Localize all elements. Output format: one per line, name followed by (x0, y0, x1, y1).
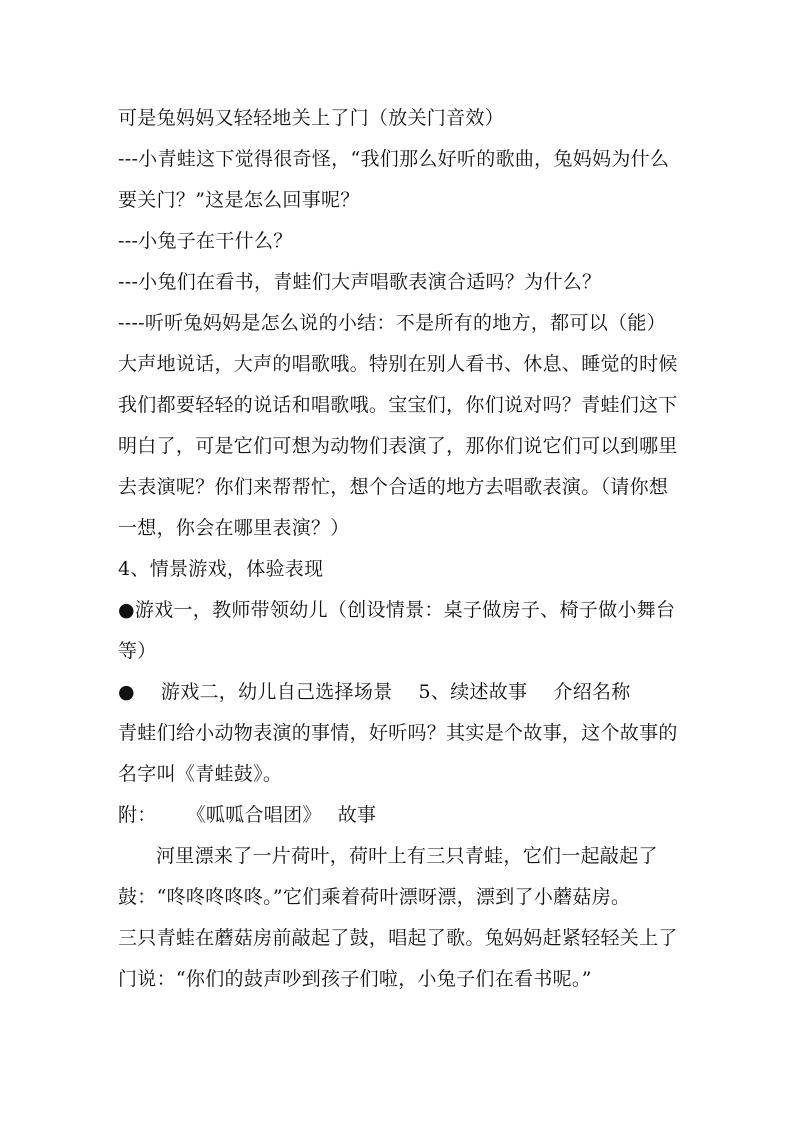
introduce-name-text: 介绍名称 (553, 681, 631, 703)
appendix-line (118, 795, 678, 836)
document-body (118, 98, 678, 1000)
paragraph-line: 一想，你会在哪里表演？） (118, 517, 350, 539)
appendix-label: 附： (118, 804, 157, 826)
appendix-suffix: 故事 (337, 804, 377, 826)
paragraph-line: 名字叫《青蛙鼓》。 (118, 763, 283, 785)
section-five-text: 5、续述故事 (418, 681, 528, 703)
paragraph-line: 可是兔妈妈又轻轻地关上了门（放关门音效） (118, 107, 505, 129)
story-line: 鼓：“咚咚咚咚咚。”它们乘着荷叶漂呀漂，漂到了小蘑菇房。 (118, 886, 631, 908)
paragraph-line: 大声地说话，大声的唱歌哦。特别在别人看书、休息、睡觉的时候 (118, 353, 678, 375)
paragraph-line: ---小青蛙这下觉得很奇怪，“我们那么好听的歌曲，兔妈妈为什么 (118, 148, 670, 170)
paragraph-line: 要关门？”这是怎么回事呢？ (118, 189, 360, 211)
paragraph-line: ----听听兔妈妈是怎么说的小结：不是所有的地方，都可以（能） (118, 312, 666, 334)
game-two-line (118, 672, 678, 713)
paragraph-line: 去表演呢？你们来帮帮忙，想个合适的地方去唱歌表演。（请你想 (118, 476, 669, 498)
section-heading: 4、情景游戏，体验表现 (118, 558, 324, 580)
story-line: 门说：“你们的鼓声吵到孩子们啦，小兔子们在看书呢。” (118, 968, 592, 990)
story-line: 三只青蛙在蘑菇房前敲起了鼓，唱起了歌。兔妈妈赶紧轻轻关上了 (118, 927, 678, 949)
bullet-line: ●游戏一，教师带领幼儿（创设情景：桌子做房子、椅子做小舞台 (118, 599, 676, 621)
paragraph-line: 青蛙们给小动物表演的事情，好听吗？其实是个故事，这个故事的 (118, 722, 678, 744)
appendix-title: 《呱呱合唱团》 (186, 804, 322, 826)
paragraph-line: ---小兔们在看书，青蛙们大声唱歌表演合适吗？为什么？ (118, 271, 602, 293)
game-two-text: 游戏二，幼儿自己选择场景 (160, 681, 393, 703)
paragraph-line: 等） (118, 640, 157, 662)
story-line: 河里漂来了一片荷叶，荷叶上有三只青蛙，它们一起敲起了 (156, 845, 658, 867)
paragraph-line: 我们都要轻轻的说话和唱歌哦。宝宝们，你们说对吗？青蛙们这下 (118, 394, 678, 416)
bullet-glyph: ● (118, 681, 135, 703)
paragraph-line: ---小兔子在干什么？ (118, 230, 293, 252)
paragraph-line: 明白了，可是它们可想为动物们表演了，那你们说它们可以到哪里 (118, 435, 678, 457)
